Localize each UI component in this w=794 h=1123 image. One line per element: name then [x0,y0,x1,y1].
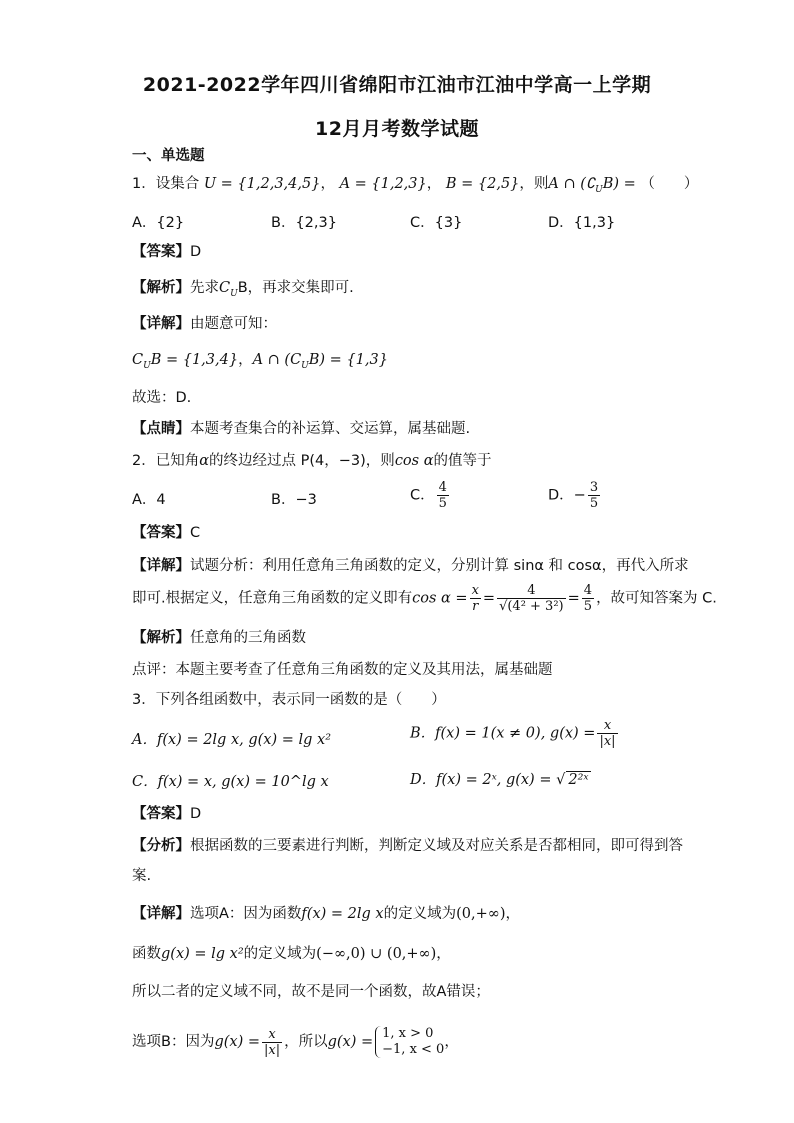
q3-fenxi-line2: 案. [132,868,152,884]
title-line-2: 12月月考数学试题 [315,118,479,140]
q2-option-c-label: C． [410,487,435,504]
q2-frac-result [582,583,594,614]
title-line-1: 2021-2022学年四川省绵阳市江油市江油中学高一上学期 [142,74,652,96]
q1-answer-value: D [190,244,202,260]
q3-xj-b-pre: 选项B：因为 [132,1034,215,1050]
frac-num: 4 [527,583,536,598]
q2-stem-a: 2．已知角 [132,453,200,469]
xiangjie-label: 【详解】 [132,906,190,922]
q3-case-2: −1, x < 0 [382,1042,445,1057]
q3-xj-a-end: ， [505,906,520,922]
q3-option-d [410,768,591,789]
q2-jiexi [132,628,306,648]
frac-num: 4 [583,583,593,598]
frac-den: 5 [583,599,593,614]
q2-answer [132,523,200,543]
q3-xj-a-domain: (0,+∞) [456,906,506,922]
q2-option-c-frac [437,480,449,511]
q3-option-d-root: 2²ˣ [568,772,589,788]
q2-cos: cos α [394,453,434,469]
sqrt-sign: √ [556,772,566,788]
q2-option-d-label: D．− [548,487,586,504]
eq-sign: = [567,590,580,607]
q1-work-sub: U [143,360,151,371]
q1-work-intersection: B) = {1,3} [308,352,388,368]
q1-work-b: A ∩ (C [252,352,302,368]
dianjing-label: 【点睛】 [132,421,190,437]
q3-option-d-text: D．f(x) = 2ˣ, g(x) = [410,772,552,788]
frac-num: 4 [438,480,447,495]
q2-stem-b: 的终边经过点 P(4，−3)，则 [209,453,395,469]
q1-work [132,350,388,376]
q3-option-b [410,718,620,749]
q2-xiangjie-line1 [132,556,689,576]
answer-label: 【答案】 [132,244,190,260]
q1-ask-tail: B) = [602,176,636,192]
q3-xj-b-mid: ，所以 [284,1034,328,1050]
q3-piecewise [375,1026,444,1058]
jiexi-label: 【解析】 [132,630,190,646]
q2-xiangjie-line2 [132,583,717,614]
xiangjie-label: 【详解】 [132,316,190,332]
q1-ask-expr: A ∩ (∁ [548,176,596,192]
q2-option-d-frac [588,480,600,511]
q3-xiangjie-a [132,904,520,924]
q1-ask-sub: U [595,184,603,195]
q1-jiexi-sub: U [230,288,238,299]
q2-jiexi-text: 任意角的三角函数 [190,630,306,646]
q2-xiangjie-text2: 即可.根据定义，任意角三角函数的定义即有 [132,590,413,607]
eq-sign: = [482,590,496,607]
q2-cos-eq: cos α = [412,590,468,607]
answer-label: 【答案】 [132,525,190,541]
q3-stem: 3．下列各组函数中，表示同一函数的是（ ） [132,692,446,708]
q2-answer-value: C [190,525,201,541]
q2-option-d [548,480,602,511]
xiangjie-label: 【详解】 [132,558,190,574]
q3-option-a [132,728,331,749]
q2-alpha: α [199,453,210,469]
q1-set-u: U = {1,2,3,4,5} [203,176,321,192]
q1-option-d: D．{1,3} [548,215,616,231]
q1-stem-prefix: 1．设集合 [132,176,200,192]
q3-g-end: ， [436,946,451,962]
q2-option-c [410,480,451,511]
q3-option-c [132,770,329,791]
frac-den: |x| [599,734,616,749]
q3-answer-value: D [190,806,202,822]
q3-g-domain: (−∞,0) ∪ (0,+∞) [316,946,437,962]
q3-conclusion-a: 所以二者的定义域不同，故不是同一个函数，故A错误； [132,984,490,1000]
q1-jiexi [132,278,354,304]
frac-den: √(4² + 3²) [499,599,564,614]
q1-xiangjie-text: 由题意可知： [190,316,277,332]
q2-stem-c: 的值等于 [433,453,492,469]
q1-stem: 1．设集合 U = {1,2,3,4,5}， A = {1,2,3}， B = {2,5}，则A ∩ $(∁_UB)$ = （ ） [132,176,699,195]
frac-num: 3 [589,480,599,495]
section-heading: 一、单选题 [132,148,205,164]
q1-xiangjie [132,314,277,334]
q1-work-complement: B = {1,3,4} [150,352,239,368]
q3-xj-b-frac [262,1027,282,1058]
q1-paren: （ ） [640,176,699,192]
q3-xiangjie-b [132,1026,459,1058]
q3-xj-b-end: ， [444,1034,459,1050]
q3-g-pre: 函数 [132,946,161,962]
q1-work-sep: ， [238,352,253,368]
frac-num: x [471,583,479,598]
q3-case-1: 1, x > 0 [382,1026,434,1041]
q1-option-a: A．{2} [132,215,185,231]
q2-dianping: 点评：本题主要考查了任意角三角函数的定义及其用法，属基础题 [132,662,553,678]
q1-set-a: A = {1,2,3} [339,176,427,192]
q1-dianjing [132,419,470,439]
q2-frac-sqrt [497,583,566,614]
jiexi-label: 【解析】 [132,280,190,296]
q3-g-domain-line [132,944,451,964]
q3-xj-a-mid: 的定义域为 [383,906,457,922]
q3-xj-b-g: g(x) = [214,1034,260,1050]
q3-answer [132,804,201,824]
q1-jiexi-c: C [219,280,231,296]
q3-option-b-text: B．f(x) = 1(x ≠ 0), g(x) = [410,725,596,742]
q2-frac-xr [470,583,481,614]
frac-num: x [603,718,612,733]
q2-option-b: B．−3 [271,492,317,508]
q3-option-c-text: C．f(x) = x, g(x) = 10^lg x [132,774,329,790]
answer-label: 【答案】 [132,806,190,822]
q1-dianjing-text: 本题考查集合的补运算、交运算，属基础题. [190,421,471,437]
q3-option-a-text: A．f(x) = 2lg x, g(x) = lg x² [132,732,332,748]
q2-stem [132,451,492,471]
q2-option-a: A．4 [132,492,166,508]
q1-ask-prefix: ，则 [519,176,549,192]
frac-num: x [268,1026,276,1042]
q1-jiexi-post: B，再求交集即可. [237,280,354,296]
frac-den: 5 [438,496,447,511]
q1-answer [132,242,201,262]
q1-work-b-sub: U [301,360,309,371]
frac-den: r [470,598,481,614]
q1-conclusion: 故选：D. [132,390,192,406]
q2-xiangjie-text1: 试题分析：利用任意角三角函数的定义，分别计算 sinα 和 cosα，再代入所求 [190,558,689,574]
q3-xj-a-expr: f(x) = 2lg x [301,906,384,922]
q1-set-b: B = {2,5} [445,176,520,192]
q1-option-b: B．{2,3} [271,215,337,231]
fenxi-label: 【分析】 [132,838,190,854]
q3-fenxi-line1 [132,836,683,856]
frac-den: |x| [264,1042,281,1058]
q1-option-c: C．{3} [410,215,463,231]
q1-jiexi-pre: 先求 [190,280,219,296]
q2-xiangjie-tail: ，故可知答案为 C. [596,590,717,607]
q3-fenxi-text1: 根据函数的三要素进行判断，判断定义域及对应关系是否都相同，即可得到答 [190,838,683,854]
frac-den: 5 [589,496,599,511]
q3-g-expr: g(x) = lg x² [161,946,244,962]
q3-xj-a-pre: 选项A：因为函数 [190,906,302,922]
q3-g-mid: 的定义域为 [243,946,317,962]
q3-option-b-frac [597,718,617,749]
q3-xj-b-g2: g(x) = [327,1034,374,1050]
q1-work-c: C [132,352,144,368]
